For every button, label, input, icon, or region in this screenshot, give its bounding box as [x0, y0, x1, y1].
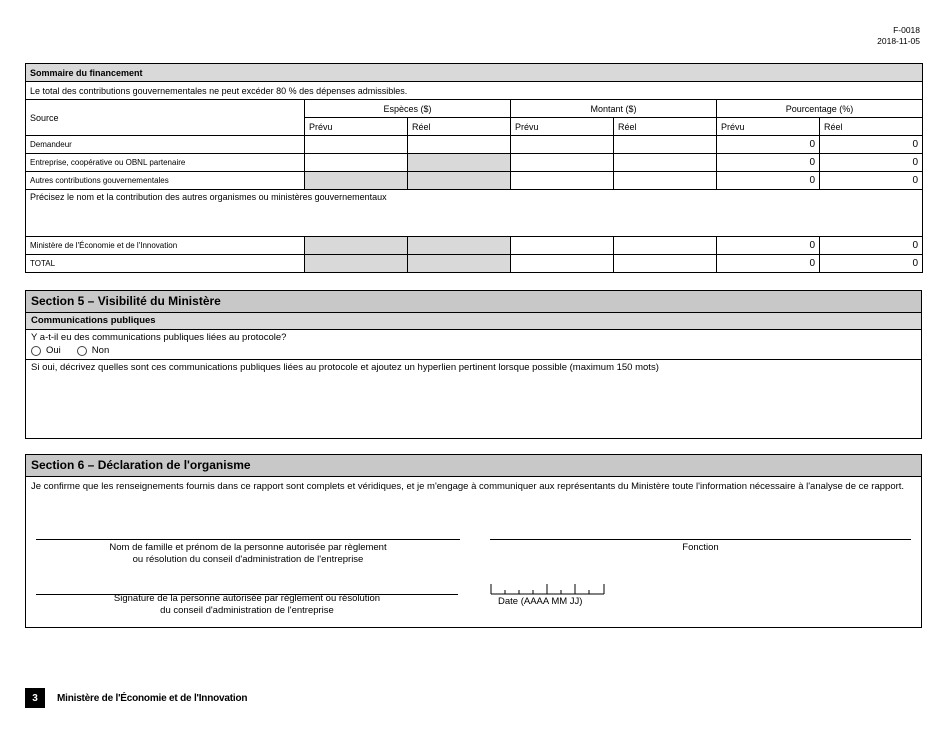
radio-non[interactable] — [77, 345, 109, 356]
row-label: Autres contributions gouvernementales — [26, 172, 305, 190]
funding-note: Le total des contributions gouvernementales ne peut excéder 80 % des dépenses admissibles. — [26, 82, 923, 100]
radio-oui-label: Oui — [46, 345, 61, 356]
section-6-title: Section 6 – Déclaration de l'organisme — [26, 455, 921, 477]
form-code: F-0018 — [893, 25, 920, 35]
form-date: 2018-11-05 — [877, 36, 920, 46]
cash-planned-field[interactable] — [305, 136, 408, 154]
cash-planned-field[interactable] — [305, 154, 408, 172]
radio-circle-icon[interactable] — [77, 346, 87, 356]
radio-non-label: Non — [91, 345, 110, 356]
function-line[interactable] — [490, 539, 911, 540]
amount-planned-field[interactable] — [511, 172, 614, 190]
radio-circle-icon[interactable] — [31, 346, 41, 356]
cash-actual-field-disabled — [408, 255, 511, 273]
sub-header-actual: Réel — [408, 118, 511, 136]
amount-planned-total — [511, 255, 614, 273]
sub-header-actual: Réel — [820, 118, 923, 136]
cash-planned-field-disabled — [305, 255, 408, 273]
percent-planned-value: 0 — [717, 255, 820, 273]
form-reference — [877, 25, 920, 47]
group-header-percentage: Pourcentage (%) — [717, 100, 923, 118]
group-header-amount: Montant ($) — [511, 100, 717, 118]
funding-title: Sommaire du financement — [26, 64, 923, 82]
funding-summary-table — [25, 63, 923, 273]
amount-planned-field[interactable] — [511, 154, 614, 172]
source-header: Source — [26, 100, 305, 136]
percent-planned-value: 0 — [717, 136, 820, 154]
amount-actual-field[interactable] — [614, 154, 717, 172]
cash-actual-field-disabled — [408, 172, 511, 190]
function-label: Fonction — [682, 542, 719, 553]
percent-planned-value: 0 — [717, 237, 820, 255]
signature-label-line-2: du conseil d'administration de l'entreprise — [160, 605, 334, 616]
page-number: 3 — [25, 688, 45, 708]
table-row — [26, 154, 923, 172]
communications-options — [26, 345, 921, 359]
percent-actual-value: 0 — [820, 255, 923, 273]
section-5-title: Section 5 – Visibilité du Ministère — [26, 291, 921, 313]
date-field[interactable] — [490, 581, 606, 595]
row-label: Ministère de l'Économie et de l'Innovation — [26, 237, 305, 255]
communications-question: Y a-t-il eu des communications publiques liées au protocole? — [31, 332, 287, 343]
name-label-line-2: ou résolution du conseil d'administration de l'entreprise — [132, 554, 364, 565]
footer-ministry-name: Ministère de l'Économie et de l'Innovation — [57, 692, 248, 704]
amount-planned-field[interactable] — [511, 136, 614, 154]
row-label: TOTAL — [26, 255, 305, 273]
communications-description-prompt: Si oui, décrivez quelles sont ces communications publiques liées au protocole et ajoutez un hyperlien pertinent lorsque possible (maximum 150 mots) — [31, 362, 659, 373]
page-footer — [25, 688, 247, 708]
section-5 — [25, 290, 922, 439]
signature-label — [36, 593, 458, 617]
signature-label-line-1: Signature de la personne autorisée par règlement ou résolution — [113, 593, 381, 604]
section-5-subtitle: Communications publiques — [26, 313, 921, 330]
declaration-text: Je confirme que les renseignements fournis dans ce rapport sont complets et véridiques, et je m'engage à communiquer aux représentants du Ministère toute l'information nécessaire à l'analyse de ce rapport. — [31, 481, 905, 492]
amount-actual-field[interactable] — [614, 136, 717, 154]
percent-actual-value: 0 — [820, 237, 923, 255]
row-label: Entreprise, coopérative ou OBNL partenaire — [26, 154, 305, 172]
cash-planned-field-disabled — [305, 172, 408, 190]
table-row — [26, 136, 923, 154]
sub-header-planned: Prévu — [511, 118, 614, 136]
row-label: Demandeur — [26, 136, 305, 154]
table-row — [26, 255, 923, 273]
amount-planned-field[interactable] — [511, 237, 614, 255]
percent-planned-value: 0 — [717, 172, 820, 190]
sub-header-planned: Prévu — [717, 118, 820, 136]
amount-actual-total — [614, 255, 717, 273]
sub-header-planned: Prévu — [305, 118, 408, 136]
percent-actual-value: 0 — [820, 154, 923, 172]
section-6 — [25, 454, 922, 628]
amount-actual-field[interactable] — [614, 237, 717, 255]
cash-actual-field-disabled — [408, 154, 511, 172]
sub-header-actual: Réel — [614, 118, 717, 136]
date-label: Date (AAAA MM JJ) — [498, 596, 583, 607]
percent-actual-value: 0 — [820, 136, 923, 154]
table-row — [26, 172, 923, 190]
other-organizations-field[interactable] — [26, 190, 923, 237]
cash-planned-field-disabled — [305, 237, 408, 255]
group-header-cash: Espèces ($) — [305, 100, 511, 118]
radio-oui[interactable] — [31, 345, 61, 356]
table-row — [26, 237, 923, 255]
other-organizations-prompt: Précisez le nom et la contribution des autres organismes ou ministères gouvernementaux — [30, 192, 387, 202]
name-label — [36, 542, 460, 566]
percent-planned-value: 0 — [717, 154, 820, 172]
cash-actual-field[interactable] — [408, 136, 511, 154]
percent-actual-value: 0 — [820, 172, 923, 190]
communications-description-field[interactable] — [26, 359, 921, 430]
name-label-line-1: Nom de famille et prénom de la personne autorisée par règlement — [109, 542, 387, 553]
name-line[interactable] — [36, 539, 460, 540]
amount-actual-field[interactable] — [614, 172, 717, 190]
cash-actual-field-disabled — [408, 237, 511, 255]
